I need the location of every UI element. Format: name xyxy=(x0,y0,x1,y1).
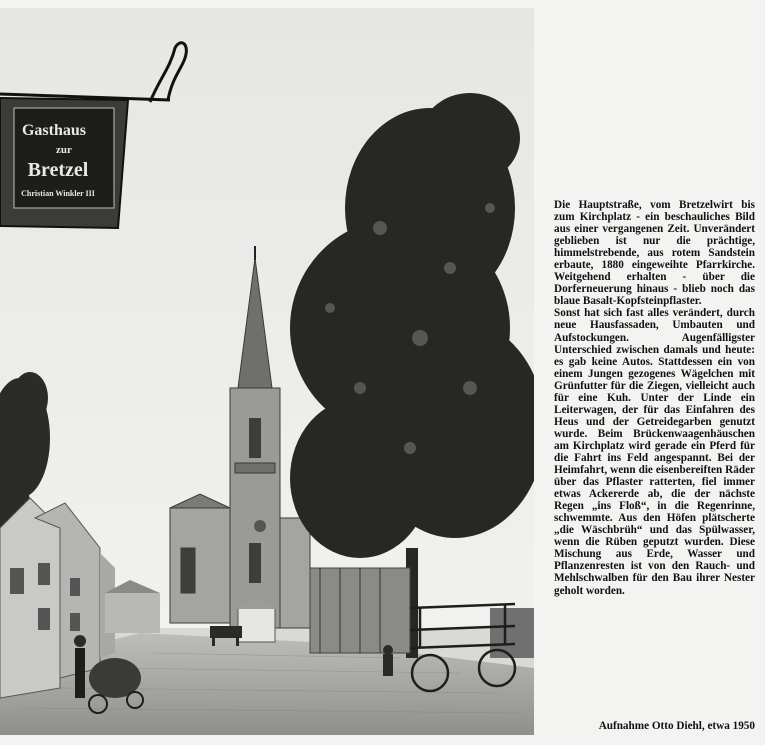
caption-paragraph-2: Sonst hat sich fast alles verändert, durch neue Hausfassaden, Umbauten und Aufstockungen. Augenfälligster Unterschied zwischen damals und heute: es gab keine Autos. Stattdessen ein von einem Jungen gezogenes Wägelchen mit Grünfutter für die Ziegen, vielleicht auch für eine Kuh. Unter der Linde ein Leiterwagen, der für das Einfahren des Heus und der Getreidegarben genutzt wurde. Beim Brückenwaagenhäuschen am Kirchplatz wird gerade ein Pferd für die Fahrt ins Feld angespannt. Bei der Heimfahrt, wenn die eisenbereiften Räder über das Pflaster ratterten, fiel immer etwas Ackererde ab, die der nächste Regen „ins Floß“, in die Regenrinne, schwemmte. Aus den Höfen plätscherte „die Wäschbrüh“ und das Spülwasser, wenn die Rüben geputzt wurden. Diese Mischung aus Erde, Wasser und Pflanzenresten ist von den Rauch- und Mehlschwalben für den Bau ihrer Nester geholt worden. xyxy=(554,307,755,597)
caption-text xyxy=(554,199,755,597)
sign-line1: Gasthaus xyxy=(21,122,87,139)
sign-line3: Bretzel xyxy=(27,159,89,181)
caption-paragraph-1: Die Hauptstraße, vom Bretzelwirt bis zum Kirchplatz - ein beschauliches Bild aus einer vergangenen Zeit. Unverändert geblieben ist nur die prächtige, himmelstrebende, aus rotem Sandstein erbaute, 1880 eingeweihte Pfarrkirche. Weitgehend erhalten - über die Dorferneuerung hinaus - blieb noch das blaue Basalt-Kopfsteinpflaster. xyxy=(554,199,755,308)
sign-line4: Christian Winkler III xyxy=(21,189,95,198)
historic-street-photo xyxy=(0,8,534,735)
photo-credit: Aufnahme Otto Diehl, etwa 1950 xyxy=(598,720,755,732)
sign-line2: zur xyxy=(56,144,72,156)
seated-person xyxy=(383,645,393,676)
